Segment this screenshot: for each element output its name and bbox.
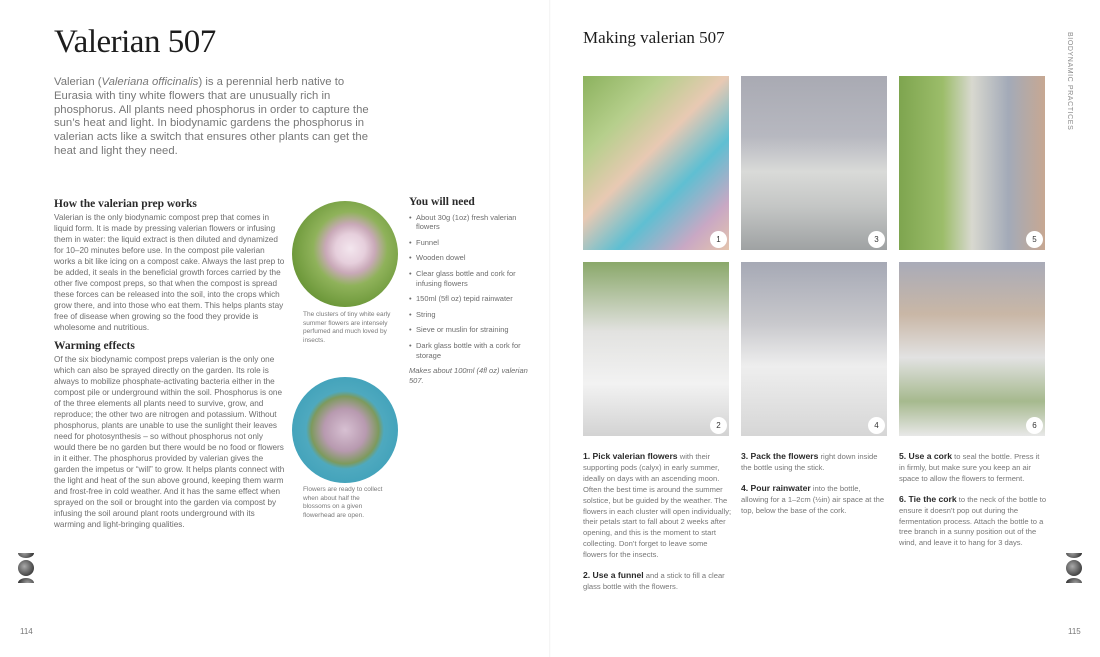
moon-phases-icon (1065, 548, 1083, 588)
step-4 (741, 483, 889, 517)
step-1 (583, 451, 733, 561)
step-text: with their supporting pods (calyx) in early summer, ideally on days with an ascending moon. Often the best time is around the summer solstice, but be guided by the weather. The flowers in each cluster will open individually; their petals start to fall about 2 weeks after opening, and this is the moment to start collecting. Don’t forget to leave some flowers for the insects. (583, 452, 732, 560)
list-item: • Dark glass bottle with a cork for storage (409, 341, 534, 360)
crescent-moon-icon (18, 578, 34, 588)
section-body: Of the six biodynamic compost preps valerian is the only one which can also be sprayed directly on the garden. Its role is always to mobilize phosphate-activating bacteria either in the compost pile or underground within the soil. Phosphorus is one of the three elements all plants need to survive, grow, and reproduce; the other two are nitrogen and potassium. Without phosphorus, plants are unable to use the sunlight their leaves need for photosynthesis – so without phosphorus not only would there be no garden but there would be no food or flowers in it either. The phosphorus provided by valerian gives the garden the impetus or “will” to grow. It helps plants connect with the light and heat of the sun above ground, keeping them warm and frost-free in cold weather. And it has the same effect when sprayed on the soil or brought into the garden via compost by infusing the soil around plant roots underground with its warming and light-bringing qualities. (54, 355, 285, 529)
list-item: • 150ml (5fl oz) tepid rainwater (409, 294, 534, 304)
list-item: • About 30g (1oz) fresh valerian flowers (409, 213, 534, 232)
steps-column-2 (741, 451, 889, 526)
step-number-badge: 5 (1026, 231, 1043, 248)
photo-caption: The clusters of tiny white early summer flowers are intensely perfumed and much loved by insects. (303, 311, 391, 344)
section-warming-effects (54, 340, 286, 530)
step-photo-5 (899, 76, 1045, 250)
list-item: • Funnel (409, 238, 534, 248)
full-moon-icon (1066, 560, 1082, 576)
materials-list (409, 213, 534, 361)
chapter-side-label: BIODYNAMIC PRACTICES (1066, 32, 1073, 131)
step-text: and a stick to fill a clear glass bottle with the flowers. (583, 571, 725, 591)
step-number-badge: 1 (710, 231, 727, 248)
yield-note: Makes about 100ml (4fl oz) valerian 507. (409, 366, 528, 385)
intro-paragraph (54, 76, 384, 159)
step-title: 2. Use a funnel (583, 570, 644, 581)
you-will-need-box (409, 198, 534, 385)
photo-caption: Flowers are ready to collect when about half the blossoms on a given flowerhead are open. (303, 486, 383, 519)
crescent-moon-icon (1066, 548, 1082, 558)
step-3 (741, 451, 889, 474)
step-text: to seal the bottle. Press it in firmly, but make sure you keep an air space to allow the flowers to ferment. (899, 452, 1040, 483)
step-title: 1. Pick valerian flowers (583, 451, 678, 461)
step-title: 5. Use a cork (899, 451, 953, 461)
step-text: to the neck of the bottle to ensure it doesn’t pop out during the fermentation process. Attach the bottle to a tree branch in a sunny position out of the wind, and leave it to hang for 3 days. (899, 494, 1047, 548)
step-6 (899, 494, 1047, 550)
page-number: 115 (1068, 627, 1081, 636)
step-title: 4. Pour rainwater (741, 482, 811, 493)
step-number-badge: 3 (868, 231, 885, 248)
step-photo-1 (583, 76, 729, 250)
step-number-badge: 4 (868, 417, 885, 434)
step-photo-6 (899, 262, 1045, 436)
intro-text-b: ) is a perennial herb native to Eurasia with tiny white flowers that are unusually rich in phosphorus. All plants need phosphorus in order to capture the sun’s heat and light. In biodynamic gardens the phosphorus in valerian acts like a switch that ensures other plants can get the heat and light they need. (54, 76, 369, 157)
step-number-badge: 2 (710, 417, 727, 434)
spread-title: Making valerian 507 (583, 28, 725, 47)
list-item: • Sieve or muslin for straining (409, 325, 534, 335)
step-2 (583, 570, 733, 593)
you-will-need-heading: You will need (409, 196, 475, 208)
full-moon-icon (18, 560, 34, 576)
crescent-moon-icon (18, 548, 34, 558)
valerian-flower-photo (292, 201, 398, 307)
bowl-of-flowers-photo (292, 377, 398, 483)
section-heading: Warming effects (54, 340, 135, 352)
list-item: • Wooden dowel (409, 253, 534, 263)
step-photo-2 (583, 262, 729, 436)
page-title: Valerian 507 (54, 24, 216, 60)
section-how-prep-works (54, 198, 286, 333)
crescent-moon-icon (1066, 578, 1082, 588)
page-number: 114 (20, 627, 33, 636)
step-5 (899, 451, 1047, 485)
steps-column-1 (583, 451, 733, 602)
step-photo-3 (741, 76, 887, 250)
step-text: into the bottle, allowing for a 1–2cm (½in) air space at the top, below the base of the cork. (741, 483, 885, 515)
section-heading: How the valerian prep works (54, 198, 197, 210)
moon-phases-icon (17, 548, 35, 588)
step-number-badge: 6 (1026, 417, 1043, 434)
intro-text-a: Valerian ( (54, 76, 102, 88)
step-title: 3. Pack the flowers (741, 451, 819, 461)
step-photo-4 (741, 262, 887, 436)
list-item: • String (409, 310, 534, 320)
page-gutter (549, 0, 551, 657)
step-title: 6. Tie the cork (899, 493, 957, 504)
steps-column-3 (899, 451, 1047, 558)
section-body: Valerian is the only biodynamic compost prep that comes in liquid form. It is made by pressing valerian flowers or infusing them in water: the liquid extract is then diluted and dynamized for 10–20 minutes before use. In the compost pile valerian works a bit like icing on a compost cake. Always the last prep to be added, it seals in the beneficial growth forces carried by the other five compost preps, so that when the compost is spread these forces can be released into the soil, into the crops which grow there, and into those who eat them. This helps plants stay free of disease when growing so the food they provide is wholesome and nutritious. (54, 213, 285, 332)
list-item: • Clear glass bottle and cork for infusing flowers (409, 269, 534, 288)
step-text: right down inside the bottle using the stick. (741, 452, 878, 472)
latin-name: Valeriana officinalis (101, 76, 199, 88)
